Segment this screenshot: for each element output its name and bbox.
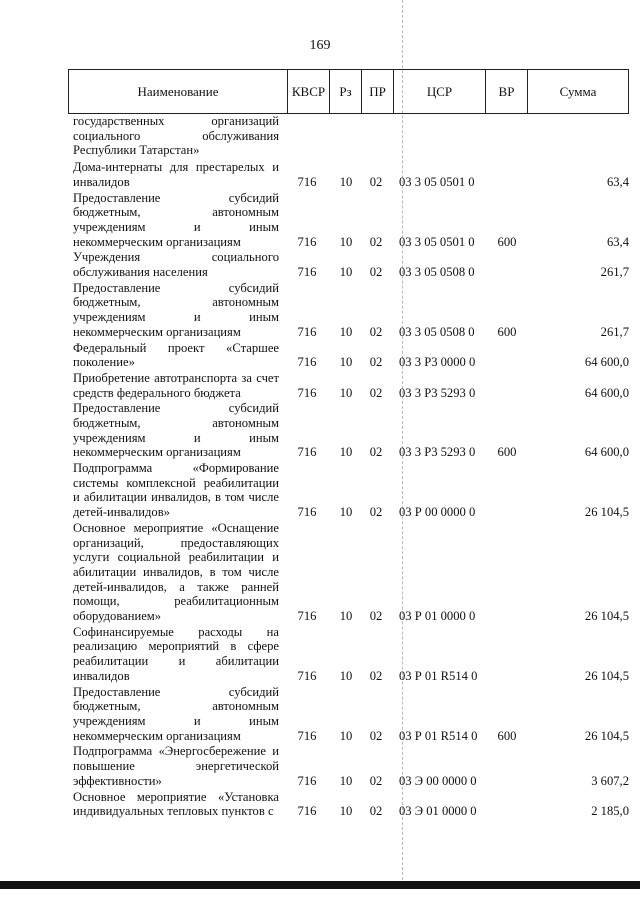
- row-sum: 63,4: [606, 174, 629, 189]
- row-sum: 26 104,5: [584, 609, 629, 624]
- row-rz: 10: [339, 234, 353, 249]
- row-sum: 261,7: [600, 324, 629, 339]
- row-name-line: реализацию мероприятий в сфере: [73, 639, 279, 654]
- row-name: [73, 341, 279, 370]
- row-rz: 10: [339, 264, 353, 279]
- row-name-line: Федеральный проект «Старшее: [73, 340, 279, 355]
- row-pr: 02: [369, 324, 383, 339]
- row-name-line: повышение энергетической: [73, 759, 279, 774]
- table-row: [0, 625, 640, 684]
- row-name-line: учреждениям и иным: [73, 219, 279, 234]
- row-name-line: Дома-интернаты для престарелых и: [73, 160, 279, 175]
- row-sum: 26 104,5: [584, 668, 629, 683]
- row-name-line: организаций, предоставляющих: [73, 535, 279, 550]
- row-rz: 10: [339, 355, 353, 370]
- row-name: [73, 744, 279, 788]
- row-name-line: бюджетным, автономным: [73, 295, 279, 310]
- row-name: [73, 685, 279, 744]
- row-rz: 10: [339, 174, 353, 189]
- row-name: [73, 281, 279, 340]
- row-pr: 02: [369, 505, 383, 520]
- row-name-line: бюджетным, автономным: [73, 415, 279, 430]
- row-name: [73, 191, 279, 250]
- row-name: [73, 461, 279, 520]
- row-pr: 02: [369, 385, 383, 400]
- row-name-line: Учреждения социального: [73, 250, 279, 265]
- row-csr: 03 Р 01 R514 0: [399, 728, 478, 743]
- row-name-line: Подпрограмма «Формирование: [73, 461, 279, 476]
- header-csr: ЦСР: [393, 70, 485, 113]
- row-kvsr: 716: [297, 174, 317, 189]
- row-name-line: некоммерческим организациям: [73, 324, 241, 339]
- row-sum: 26 104,5: [584, 505, 629, 520]
- table-row: [0, 160, 640, 189]
- row-rz: 10: [339, 609, 353, 624]
- row-kvsr: 716: [297, 445, 317, 460]
- row-name-line: социального обслуживания: [73, 128, 279, 143]
- row-rz: 10: [339, 773, 353, 788]
- row-pr: 02: [369, 773, 383, 788]
- row-name-line: Подпрограмма «Энергосбережение и: [73, 744, 279, 759]
- row-csr: 03 3 05 0508 0: [399, 264, 475, 279]
- row-kvsr: 716: [297, 234, 317, 249]
- table-row: [0, 250, 640, 279]
- row-name: [73, 371, 279, 400]
- row-csr: 03 3 P3 5293 0: [399, 445, 476, 460]
- row-name-line: Основное мероприятие «Оснащение: [73, 520, 279, 535]
- row-kvsr: 716: [297, 324, 317, 339]
- row-name-line: инвалидов: [73, 668, 130, 683]
- row-csr: 03 Р 01 0000 0: [399, 609, 476, 624]
- row-rz: 10: [339, 385, 353, 400]
- row-pr: 02: [369, 445, 383, 460]
- row-name: [73, 114, 279, 158]
- row-sum: 261,7: [600, 264, 629, 279]
- row-kvsr: 716: [297, 609, 317, 624]
- header-pr: ПР: [361, 70, 393, 113]
- row-pr: 02: [369, 609, 383, 624]
- row-name-line: индивидуальных тепловых пунктов с: [73, 804, 274, 819]
- row-kvsr: 716: [297, 668, 317, 683]
- header-vr: ВР: [485, 70, 527, 113]
- row-name: [73, 790, 279, 819]
- row-vr: 600: [497, 728, 517, 743]
- row-name-line: обслуживания населения: [73, 264, 208, 279]
- row-kvsr: 716: [297, 773, 317, 788]
- row-kvsr: 716: [297, 728, 317, 743]
- row-name-line: некоммерческим организациям: [73, 234, 241, 249]
- row-name-line: государственных организаций: [73, 114, 279, 128]
- row-kvsr: 716: [297, 804, 317, 819]
- scan-bottom-edge: [0, 881, 640, 889]
- row-csr: 03 3 05 0501 0: [399, 234, 475, 249]
- row-name-line: системы комплексной реабилитации: [73, 475, 279, 490]
- table-row: [0, 744, 640, 788]
- table-row: [0, 371, 640, 400]
- row-name-line: некоммерческим организациям: [73, 728, 241, 743]
- row-name-line: Приобретение автотранспорта за счет: [73, 370, 279, 385]
- row-vr: 600: [497, 445, 517, 460]
- row-sum: 26 104,5: [584, 728, 629, 743]
- row-sum: 64 600,0: [584, 385, 629, 400]
- row-rz: 10: [339, 505, 353, 520]
- row-name-line: Предоставление субсидий: [73, 401, 279, 416]
- row-name-line: учреждениям и иным: [73, 430, 279, 445]
- row-name-line: поколение»: [73, 355, 135, 370]
- row-name-line: Софинансируемые расходы на: [73, 624, 279, 639]
- row-name-line: инвалидов: [73, 174, 130, 189]
- row-name-line: Основное мероприятие «Установка: [73, 789, 279, 804]
- row-csr: 03 Р 00 0000 0: [399, 505, 476, 520]
- row-csr: 03 3 05 0508 0: [399, 324, 475, 339]
- row-csr: 03 Р 01 R514 0: [399, 668, 478, 683]
- row-pr: 02: [369, 804, 383, 819]
- row-pr: 02: [369, 264, 383, 279]
- row-name-line: услуги социальной реабилитации и: [73, 550, 279, 565]
- row-sum: 3 607,2: [591, 773, 629, 788]
- row-rz: 10: [339, 804, 353, 819]
- row-name-line: детей-инвалидов»: [73, 505, 170, 520]
- row-name-line: детей-инвалидов, а также ранней: [73, 579, 279, 594]
- row-vr: 600: [497, 324, 517, 339]
- row-rz: 10: [339, 324, 353, 339]
- row-name-line: Предоставление субсидий: [73, 684, 279, 699]
- header-kvsr: КВСР: [287, 70, 329, 113]
- row-name-line: учреждениям и иным: [73, 310, 279, 325]
- row-name-line: помощи, реабилитационным: [73, 594, 279, 609]
- table-header: [68, 69, 629, 114]
- row-csr: 03 3 P3 5293 0: [399, 385, 476, 400]
- row-pr: 02: [369, 174, 383, 189]
- row-name-line: бюджетным, автономным: [73, 699, 279, 714]
- row-name-line: Республики Татарстан»: [73, 143, 200, 158]
- row-sum: 64 600,0: [584, 445, 629, 460]
- page-number: 169: [309, 38, 331, 53]
- row-name-line: и абилитации инвалидов, в том числе: [73, 490, 279, 505]
- row-name: [73, 250, 279, 279]
- row-kvsr: 716: [297, 264, 317, 279]
- row-kvsr: 716: [297, 505, 317, 520]
- row-name-line: средств федерального бюджета: [73, 385, 241, 400]
- row-rz: 10: [339, 728, 353, 743]
- row-csr: 03 Э 00 0000 0: [399, 773, 477, 788]
- row-name-line: учреждениям и иным: [73, 713, 279, 728]
- row-sum: 63,4: [606, 234, 629, 249]
- row-pr: 02: [369, 728, 383, 743]
- table-row: [0, 281, 640, 340]
- row-name: [73, 521, 279, 624]
- row-csr: 03 3 05 0501 0: [399, 174, 475, 189]
- row-vr: 600: [497, 234, 517, 249]
- row-name-line: некоммерческим организациям: [73, 445, 241, 460]
- row-name: [73, 160, 279, 189]
- table-row: [0, 461, 640, 520]
- header-rz: Рз: [329, 70, 361, 113]
- row-csr: 03 Э 01 0000 0: [399, 804, 477, 819]
- row-sum: 2 185,0: [591, 804, 629, 819]
- table-row: [0, 191, 640, 250]
- row-pr: 02: [369, 234, 383, 249]
- row-csr: 03 3 P3 0000 0: [399, 355, 476, 370]
- row-name-line: эффективности»: [73, 773, 162, 788]
- row-name-line: оборудованием»: [73, 609, 162, 624]
- header-sum: Сумма: [527, 70, 628, 113]
- row-name-line: абилитации инвалидов, в том числе: [73, 564, 279, 579]
- table-row: [0, 401, 640, 460]
- table-row: [0, 341, 640, 370]
- row-rz: 10: [339, 668, 353, 683]
- row-kvsr: 716: [297, 355, 317, 370]
- row-name: [73, 401, 279, 460]
- row-name-line: реабилитации и абилитации: [73, 654, 279, 669]
- row-pr: 02: [369, 355, 383, 370]
- table-row: [0, 114, 640, 158]
- row-pr: 02: [369, 668, 383, 683]
- row-name: [73, 625, 279, 684]
- table-row: [0, 685, 640, 744]
- table-row: [0, 521, 640, 624]
- header-name: Наименование: [137, 83, 219, 99]
- row-name-line: бюджетным, автономным: [73, 205, 279, 220]
- row-kvsr: 716: [297, 385, 317, 400]
- row-name-line: Предоставление субсидий: [73, 280, 279, 295]
- row-sum: 64 600,0: [584, 355, 629, 370]
- row-rz: 10: [339, 445, 353, 460]
- row-name-line: Предоставление субсидий: [73, 190, 279, 205]
- table-row: [0, 790, 640, 819]
